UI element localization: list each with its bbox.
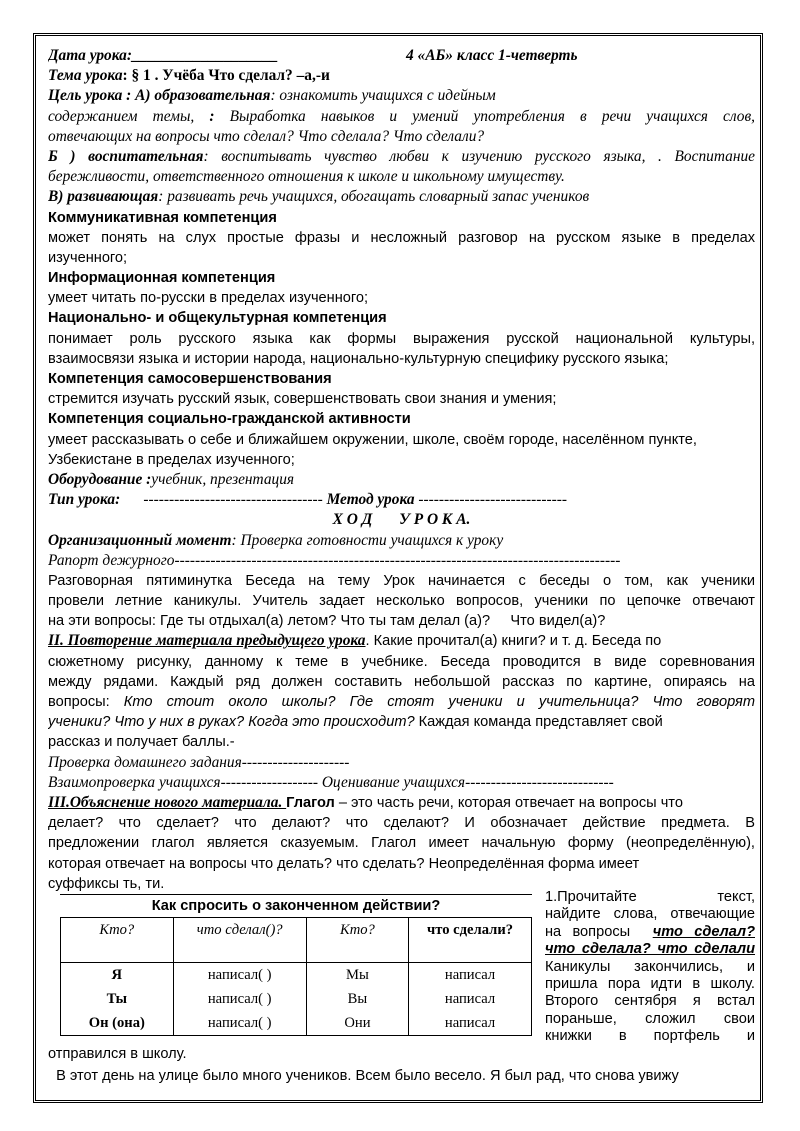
competence-title-4: Компетенция самосовершенствования	[48, 371, 332, 387]
goal-text-2a: содержанием темы,	[48, 107, 195, 125]
review-text: между рядами. Каждый ряд должен составить небольшой рассказ по картине, опираясь на	[48, 673, 755, 690]
goal-text-2c: Выработка навыков и умений употребления в речи учащихся слов,	[229, 107, 755, 125]
table-cell: Я	[61, 963, 174, 988]
upbringing-line	[48, 147, 755, 167]
competence-text: может понять на слух простые фразы и несложный разговор на русском языке в пределах	[48, 229, 755, 246]
dash-filler: -----------------------------	[414, 491, 568, 509]
new-material-text: суффиксы ть, ти.	[48, 875, 165, 892]
competence-text: умеет рассказывать о себе и ближайшем окружении, школе, своём городе, населённом пункте,	[48, 431, 697, 448]
review-line-4	[48, 692, 755, 712]
lesson-type-label: Тип урока:	[48, 491, 121, 509]
goal-label: Цель урока : А) образовательная	[48, 87, 271, 105]
mutual-check: Взаимопроверка учащихся-------------------	[48, 773, 322, 791]
verb-term: Глагол	[286, 794, 335, 811]
equipment-label: Оборудование :	[48, 470, 152, 488]
table-header: Кто?	[61, 918, 174, 963]
table-cell: Он (она)	[61, 1011, 174, 1036]
warmup-text: Разговорная пятиминутка Беседа на тему Урок начинается с беседы о том, как ученики	[48, 572, 755, 589]
verb-table-block	[48, 894, 538, 1036]
competence-title-5: Компетенция социально-гражданской активности	[48, 411, 411, 428]
review-text: рассказ и получает баллы.-	[48, 734, 235, 751]
topic-value: : § 1 . Учёба Что сделал? –а,-и	[122, 67, 330, 85]
table-cell: написал	[409, 1011, 532, 1036]
org-value: : Проверка готовности учащихся к уроку	[231, 531, 504, 549]
exercise-text: найдите слова, отвечающие	[545, 906, 755, 923]
dash-filler: -----------------------------------	[120, 491, 327, 509]
exercise-text: на вопросы	[545, 923, 653, 940]
competence-text: понимает роль русского языка как формы выражения русской национальной культуры,	[48, 330, 755, 347]
goal-line-2	[48, 107, 755, 127]
table-header: Кто?	[306, 918, 408, 963]
story-continuation	[48, 1043, 755, 1087]
exercise-text: пораньше, сложил свои	[545, 1010, 755, 1027]
competence-text: взаимосвязи языка и истории народа, национально-культурную специфику русского языка;	[48, 350, 669, 367]
exercise-text: Второго сентября я встал	[545, 993, 755, 1010]
course-title: Х О Д У Р О К А.	[332, 511, 471, 529]
table-cell: написал	[409, 963, 532, 988]
class-label: 4 «АБ» класс 1-четверть	[406, 47, 578, 64]
story-text: отправился в школу.	[48, 1046, 187, 1062]
story-text: В этот день на улице было много учеников. Всем было весело. Я был рад, что снова увижу	[48, 1068, 679, 1084]
review-questions: Кто стоит около школы? Где стоят ученики и учительница? Что говорят	[123, 694, 755, 710]
exercise-text: Каникулы закончились, и	[545, 958, 755, 975]
method-label: Метод урока	[326, 491, 415, 509]
review-text: сюжетному рисунку, данному к теме в учебнике. Беседа проводится в виде соревнования	[48, 653, 755, 670]
review-questions: ученики? Что у них в руках? Когда это происходит?	[48, 714, 415, 731]
warmup-text: на эти вопросы: Где ты отдыхал(а) летом? Что ты там делал (а)? Что видел(а)?	[48, 613, 606, 630]
new-material-text: – это часть речи, которая отвечает на вопросы что	[334, 794, 683, 811]
competence-text: Узбекистане в пределах изученного;	[48, 451, 295, 468]
competence-title-2: Информационная компетенция	[48, 270, 276, 287]
verb-table	[60, 917, 532, 1036]
competence-text: изученного;	[48, 249, 128, 266]
exercise-text: книжки в портфель и	[545, 1028, 755, 1045]
goal-text: : ознакомить учащихся с идейным	[270, 87, 496, 105]
new-material-text: предложении глагол является сказуемым. Глагол имеет начальную форму (неопределённую),	[48, 835, 755, 852]
lesson-plan	[48, 46, 755, 894]
table-cell: написал( )	[173, 987, 306, 1011]
table-header: что сделали?	[409, 918, 532, 963]
table-row	[61, 1011, 532, 1036]
competence-text: умеет читать по-русски в пределах изученного;	[48, 290, 369, 307]
table-row	[61, 963, 532, 988]
table-cell: Ты	[61, 987, 174, 1011]
new-material-line	[48, 793, 755, 813]
date-label: Дата урока:___________________	[48, 47, 279, 64]
upbringing-text: : воспитывать чувство любви к изучению русского языка, . Воспитание	[203, 147, 755, 165]
warmup-text: провели летние каникулы. Учитель задает несколько вопросов, ученики по цепочке отвечают	[48, 593, 755, 610]
homework-check: Проверка домашнего задания---------------------	[48, 753, 350, 771]
goal-line	[48, 86, 755, 106]
new-material-text: делает? что сделает? что делают? что сделают? И обозначает действие предмета. В	[48, 815, 755, 832]
table-cell: написал( )	[173, 963, 306, 988]
exercise-line-3	[545, 924, 755, 941]
goal-line-3: отвечающих на вопросы что сделал? Что сделала? Что сделали?	[48, 127, 485, 145]
org-line	[48, 531, 755, 551]
equipment-value: учебник, презентация	[151, 470, 295, 488]
upbringing-line-2: бережливости, ответственного отношения к школе и школьному имуществу.	[48, 168, 565, 186]
assessment: Оценивание учащихся-----------------------------	[321, 773, 614, 791]
exercise-question: что сделала? что сделали	[545, 941, 755, 958]
exercise-text: 1.Прочитайте текст,	[545, 889, 755, 905]
table-cell: Мы	[306, 963, 408, 988]
competence-title-1: Коммуникативная компетенция	[48, 209, 277, 226]
equipment-line	[48, 470, 755, 490]
topic-line	[48, 66, 755, 86]
report-line: Рапорт дежурного---------------------------------------------------------------------------------------	[48, 551, 621, 569]
table-caption: Как спросить о законченном действии?	[60, 894, 532, 917]
table-cell: написал( )	[173, 1011, 306, 1036]
develop-label: В) развивающая	[48, 188, 159, 206]
competence-text: стремится изучать русский язык, совершенствовать свои знания и умения;	[48, 391, 557, 408]
review-line-5	[48, 712, 755, 732]
table-cell: написал	[409, 987, 532, 1011]
upbringing-label: Б ) воспитательная	[48, 147, 204, 165]
review-label: II. Повторение материала предыдущего урока	[48, 632, 366, 650]
topic-label: Тема урока	[48, 67, 123, 85]
table-row	[61, 987, 532, 1011]
review-line	[48, 631, 755, 651]
lesson-type-line	[48, 490, 755, 510]
table-header-row	[61, 918, 532, 963]
exercise-text: пришла пора идти в школу.	[545, 975, 755, 992]
review-text: вопросы:	[48, 694, 124, 710]
exercise-block	[545, 889, 755, 1046]
org-label: Организационный момент	[48, 531, 232, 549]
develop-line	[48, 187, 755, 207]
competence-title-3: Национально- и общекультурная компетенция	[48, 310, 387, 327]
new-material-label: III.Объяснение нового материала.	[48, 793, 287, 811]
review-text: Каждая команда представляет свой	[414, 714, 663, 731]
review-text: . Какие прочитал(а) книги? и т. д. Беседа по	[365, 633, 662, 650]
develop-text: : развивать речь учащихся, обогащать словарный запас учеников	[158, 188, 590, 206]
date-line	[48, 46, 755, 66]
mutual-check-line	[48, 773, 755, 793]
new-material-text: которая отвечает на вопросы что делать? что сделать? Неопределённая форма имеет	[48, 855, 640, 872]
goal-colon: :	[194, 107, 230, 125]
table-header: что сделал()?	[173, 918, 306, 963]
table-cell: Вы	[306, 987, 408, 1011]
exercise-question: что сделал?	[652, 923, 755, 940]
table-cell: Они	[306, 1011, 408, 1036]
